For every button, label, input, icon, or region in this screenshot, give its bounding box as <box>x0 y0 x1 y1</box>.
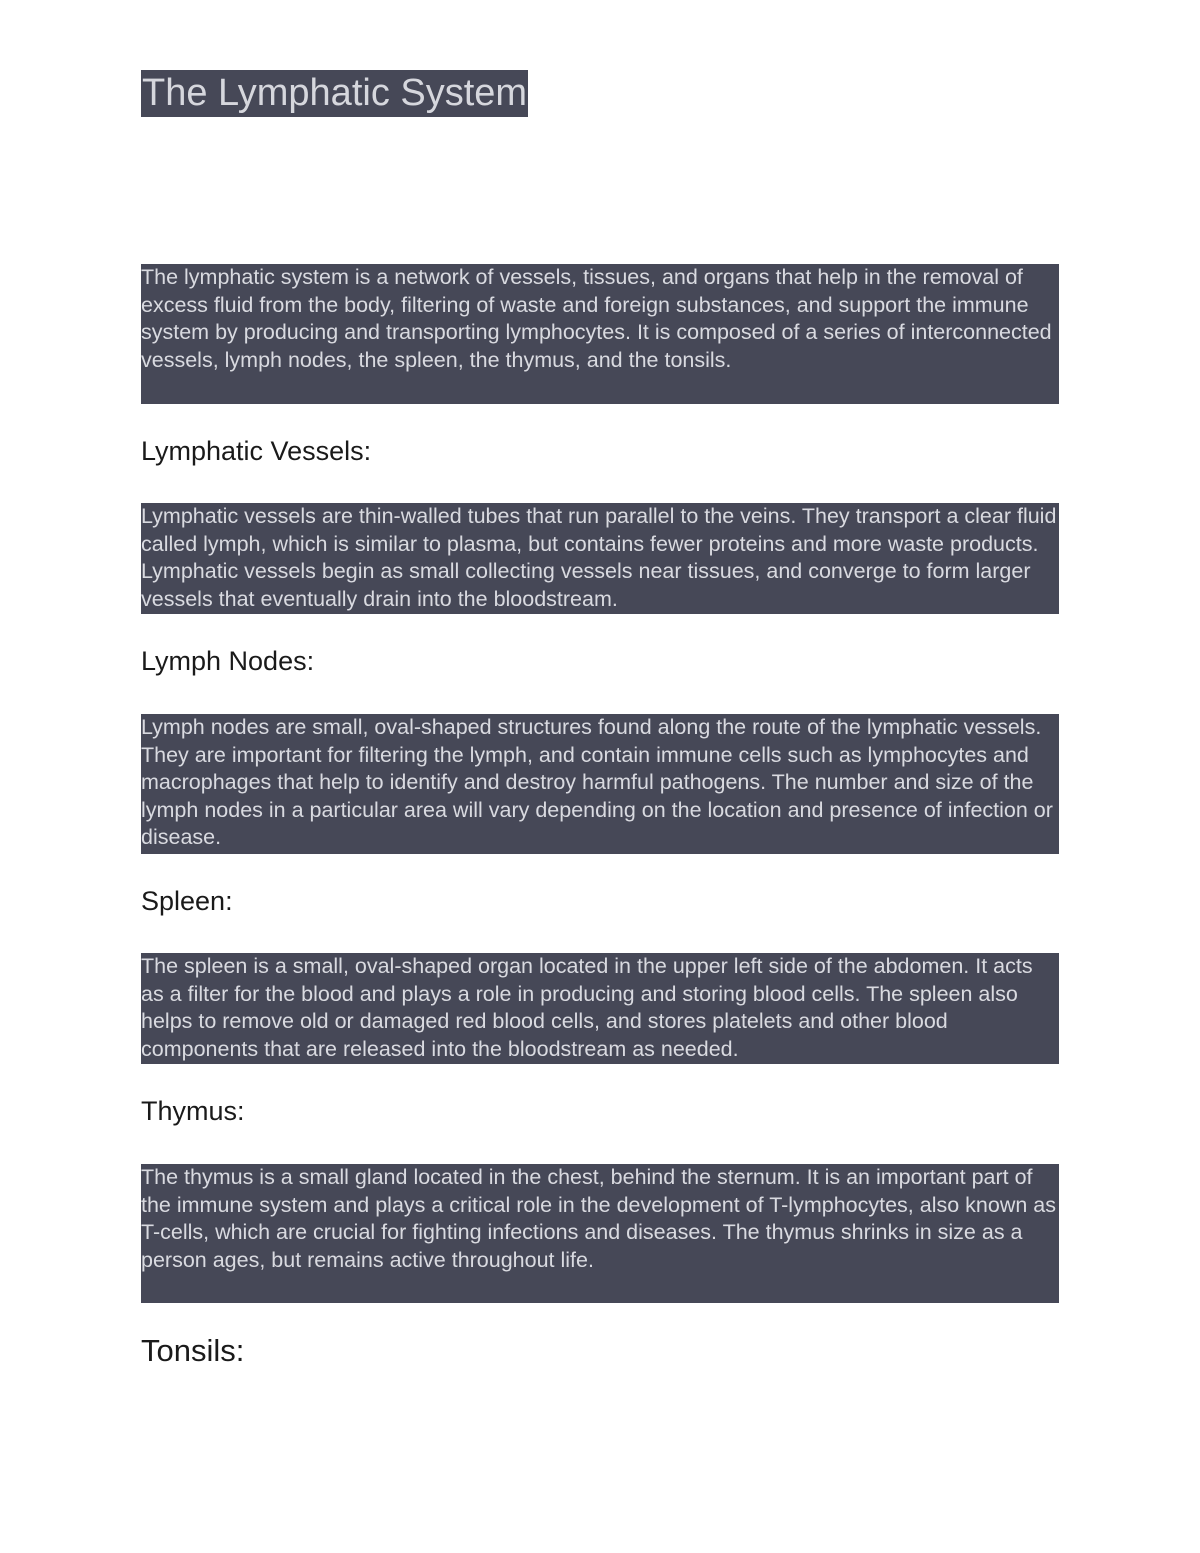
section-heading-tonsils: Tonsils: <box>141 1333 245 1368</box>
section-heading-lymphatic-vessels: Lymphatic Vessels: <box>141 436 372 466</box>
section-body-lymphatic-vessels: Lymphatic vessels are thin-walled tubes that run parallel to the veins. They transport a clear fluid called lymph, which is similar to plasma, but contains fewer proteins and more waste products. Lymphatic vessels begin as small collecting vessels near tissues, and converge to form larger vessels that eventually drain into the bloodstream. <box>141 503 1059 614</box>
document-title: The Lymphatic System <box>141 70 528 117</box>
section-body-lymph-nodes: Lymph nodes are small, oval-shaped structures found along the route of the lymphatic vessels. They are important for filtering the lymph, and contain immune cells such as lymphocytes and macrophages that help to identify and destroy harmful pathogens. The number and size of the lymph nodes in a particular area will vary depending on the location and presence of infection or disease. <box>141 714 1059 854</box>
section-heading-lymph-nodes: Lymph Nodes: <box>141 646 315 676</box>
section-heading-thymus: Thymus: <box>141 1096 245 1126</box>
section-heading-spleen: Spleen: <box>141 886 233 916</box>
intro-paragraph: The lymphatic system is a network of vessels, tissues, and organs that help in the removal of excess fluid from the body, filtering of waste and foreign substances, and support the immune system by producing and transporting lymphocytes. It is composed of a series of interconnected vessels, lymph nodes, the spleen, the thymus, and the tonsils. <box>141 264 1059 404</box>
section-body-thymus: The thymus is a small gland located in the chest, behind the sternum. It is an important part of the immune system and plays a critical role in the development of T-lymphocytes, also known as T-cells, which are crucial for fighting infections and diseases. The thymus shrinks in size as a person ages, but remains active throughout life. <box>141 1164 1059 1303</box>
section-body-spleen: The spleen is a small, oval-shaped organ located in the upper left side of the abdomen. It acts as a filter for the blood and plays a role in producing and storing blood cells. The spleen also helps to remove old or damaged red blood cells, and stores platelets and other blood components that are released into the bloodstream as needed. <box>141 953 1059 1064</box>
